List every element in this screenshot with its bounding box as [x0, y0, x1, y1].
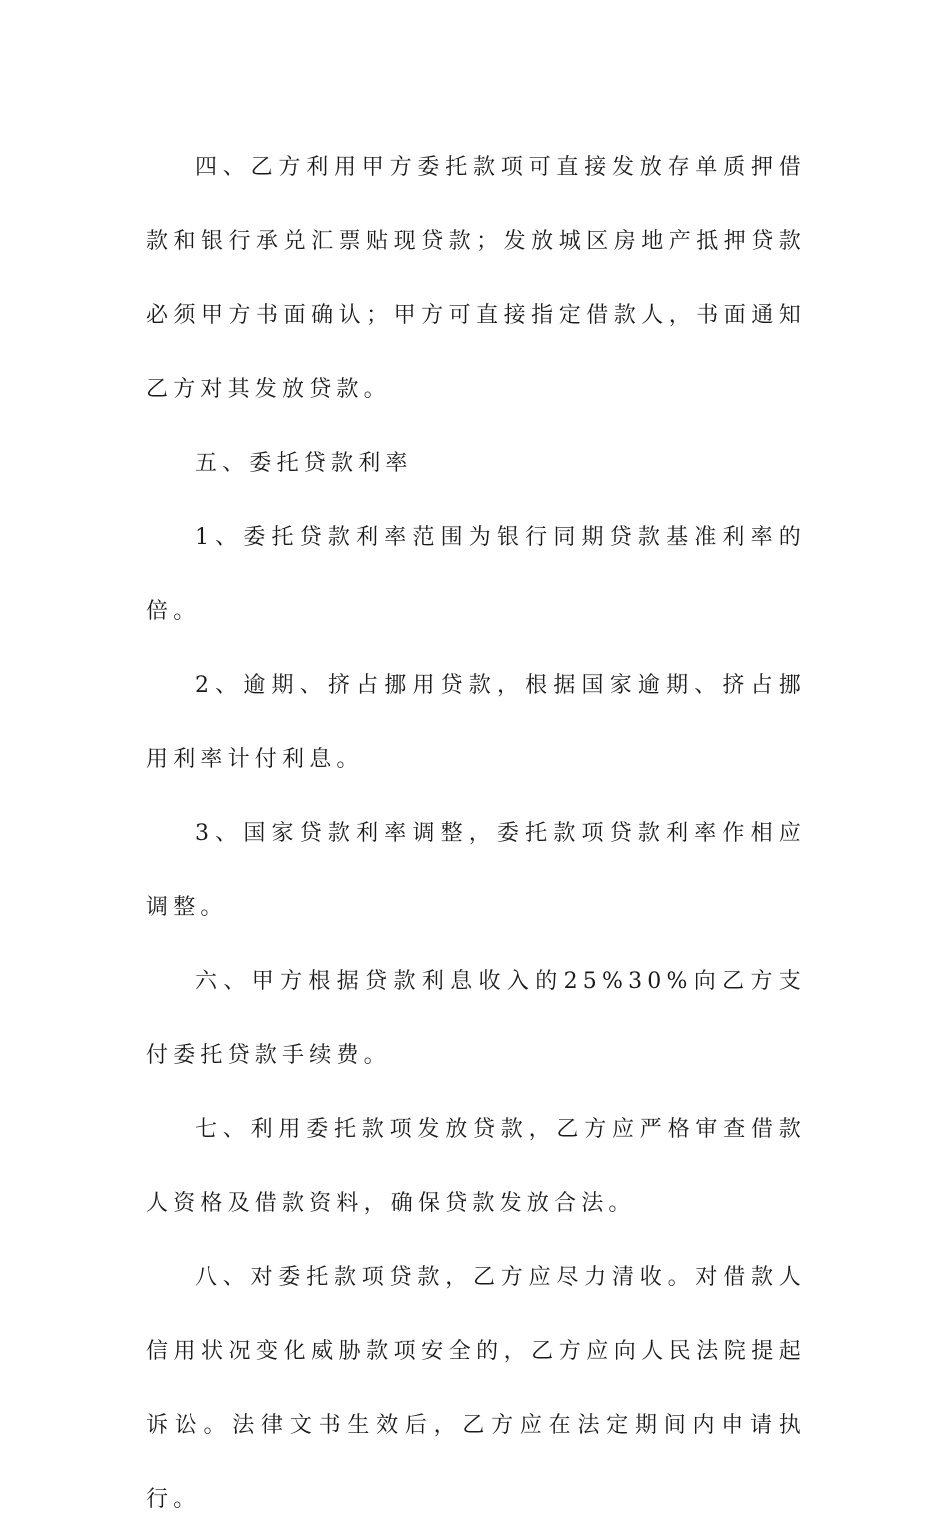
paragraph-clause-5-2: 2、逾期、挤占挪用贷款，根据国家逾期、挤占挪用利率计付利息。 [146, 673, 806, 772]
paragraph-clause-8: 八、对委托款项贷款，乙方应尽力清收。对借款人信用状况变化威胁款项安全的，乙方应向人民法院提起诉讼。法律文书生效后，乙方应在法定期间内申请执行。 [146, 1265, 806, 1512]
paragraph-clause-5-1: 1、委托贷款利率范围为银行同期贷款基准利率的倍。 [146, 525, 806, 624]
paragraph-clause-7: 七、利用委托款项发放贷款，乙方应严格审查借款人资格及借款资料，确保贷款发放合法。 [146, 1117, 806, 1216]
section-heading-clause-5: 五、委托贷款利率 [195, 451, 413, 476]
document-body [146, 131, 806, 1537]
paragraph-clause-5-3: 3、国家贷款利率调整，委托款项贷款利率作相应调整。 [146, 821, 806, 920]
paragraph-clause-6: 六、甲方根据贷款利息收入的25%30%向乙方支付委托贷款手续费。 [146, 969, 806, 1068]
paragraph-clause-4: 四、乙方利用甲方委托款项可直接发放存单质押借款和银行承兑汇票贴现贷款；发放城区房地产抵押贷款必须甲方书面确认；甲方可直接指定借款人，书面通知乙方对其发放贷款。 [146, 155, 806, 402]
